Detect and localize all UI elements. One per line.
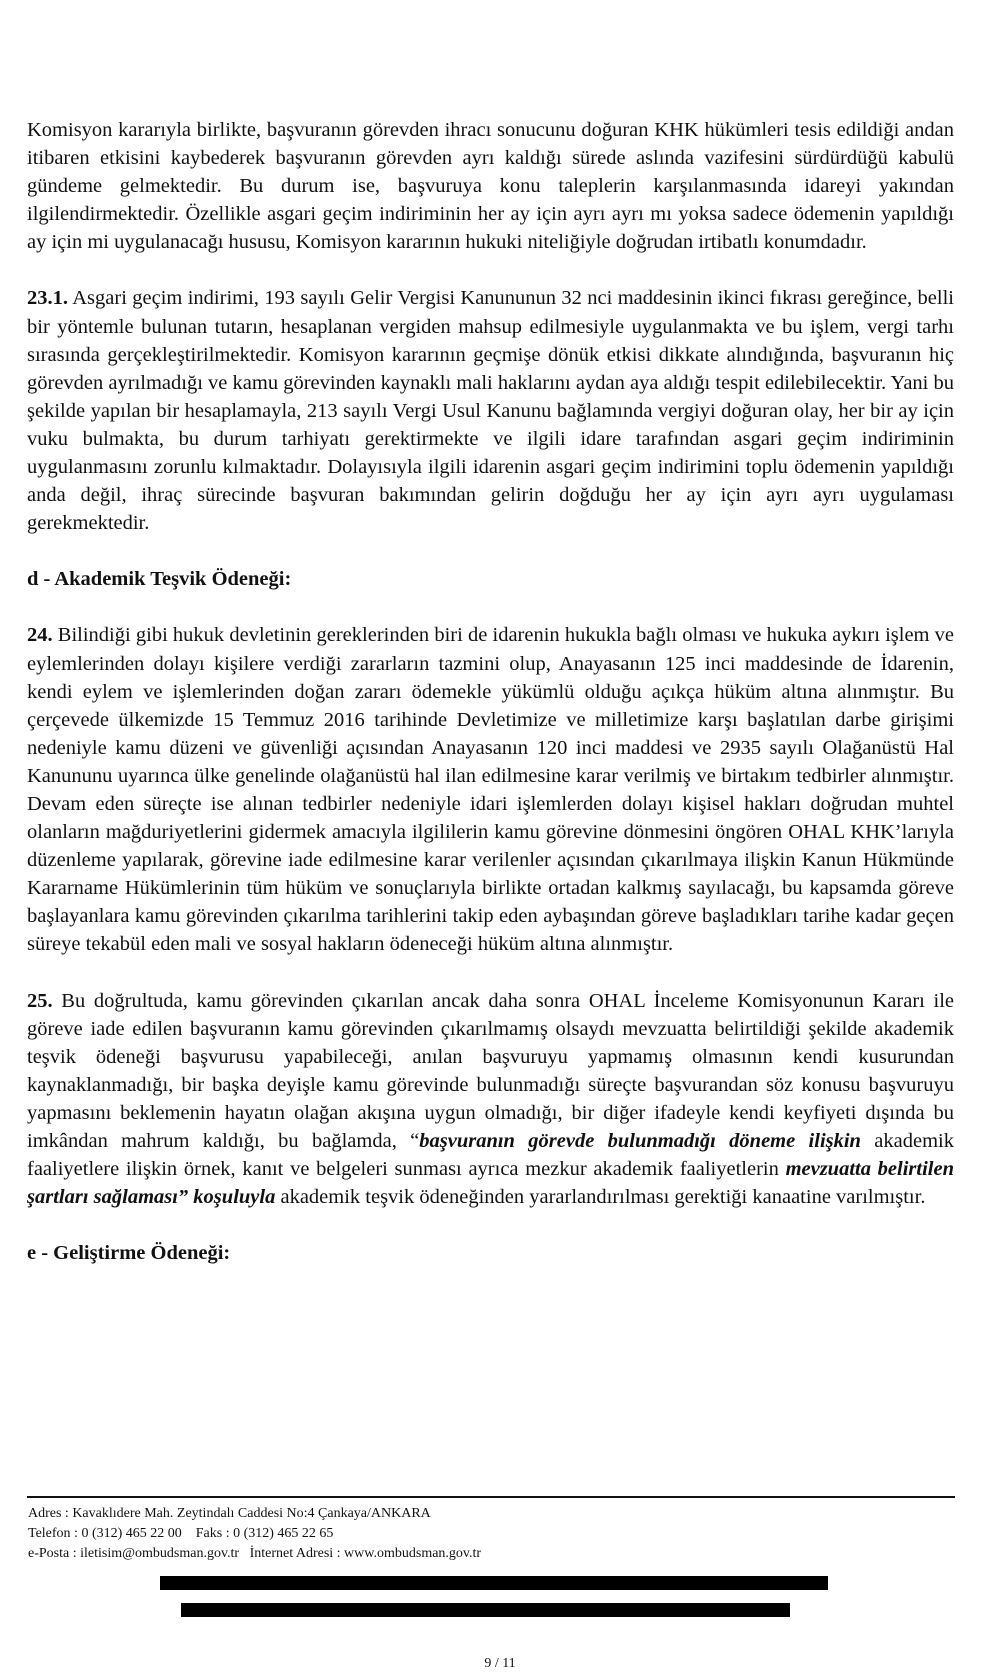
paragraph-25 xyxy=(27,987,954,1212)
footer xyxy=(28,1504,481,1564)
footer-phone: Telefon : 0 (312) 465 22 00 Faks : 0 (312) 465 22 65 xyxy=(28,1526,334,1541)
section-heading-d: d - Akademik Teşvik Ödeneği: xyxy=(27,568,292,591)
footer-divider xyxy=(27,1496,955,1498)
paragraph-24 xyxy=(27,621,954,958)
emphasis-text: başvuranın görevde bulunmadığı döneme ilişkin xyxy=(419,1130,861,1152)
footer-address: Adres : Kavaklıdere Mah. Zeytindalı Caddesi No:4 Çankaya/ANKARA xyxy=(28,1506,431,1521)
paragraph-text: Bu doğrultuda, kamu görevinden çıkarılan ancak daha sonra OHAL İnceleme Komisyonunun Kararı ile göreve iade edilen başvuranın kamu görevinden çıkarılmamış olsaydı mevzuatta belirtildiği şekilde akademik teşvik ödeneği başvurusu yapabileceği, anılan başvuruyu yapmamış olmasının kendi kusurundan kaynaklanmadığı, bir başka deyişle kamu görevinde bulunmadığı süreçte başvurandan söz konusu başvuruyu yapmasını beklemenin hayatın olağan akışına uygun olmadığı, bir diğer ifadeyle kendi keyfiyeti dışında bu imkândan mahrum kaldığı, bu bağlamda, “ xyxy=(27,989,955,1152)
paragraph-number: 24. xyxy=(27,624,53,647)
emphasis-text: mevzuatta belirtilen şartları sağlaması” koşuluyla xyxy=(27,1158,954,1209)
document-body xyxy=(27,116,954,1267)
paragraph-number: 23.1. xyxy=(27,287,68,310)
page-number: 9 / 11 xyxy=(484,1656,516,1671)
paragraph-number: 25. xyxy=(27,989,53,1012)
paragraph-text: akademik teşvik ödeneğinden yararlandırılması gerektiği kanaatine varılmıştır. xyxy=(275,1186,926,1209)
paragraph-text: Asgari geçim indirimi, 193 sayılı Gelir Vergisi Kanununun 32 nci maddesinin ikinci fıkrası gereğince, belli bir yöntemle bulunan tutarın, hesaplanan vergiden mahsup edilmesiyle uygulanmakta ve bu işlem, vergi tarhı sırasında gerçekleştirilmektedir. Komisyon kararının geçmişe dönük etkisi dikkate alındığında, başvuranın hiç görevden ayrılmadığı ve kamu görevinden kaynaklı mali haklarını aydan aya aldığı tespit edilebilecektir. Yani bu şekilde yapılan bir hesaplamayla, 213 sayılı Vergi Usul Kanunu bağlamında vergiyi doğuran olay, her bir ay için vuku bulmakta, bu durum tarhiyatı gerektirmekte ve ilgili idare tarafından asgari geçim indiriminin uygulanmasını zorunlu kılmaktadır. Dolayısıyla ilgili idarenin asgari geçim indirimini toplu ödemenin yapıldığı anda değil, ihraç sürecinde başvuran bakımından gelirin doğduğu her ay için ayrı ayrı uygulaması gerekmektedir. xyxy=(27,287,954,535)
redaction-bar xyxy=(181,1603,790,1617)
footer-contact: e-Posta : iletisim@ombudsman.gov.tr İnternet Adresi : www.ombudsman.gov.tr xyxy=(28,1546,482,1561)
intro-paragraph: Komisyon kararıyla birlikte, başvuranın görevden ihracı sonucunu doğuran KHK hükümleri tesis edildiği andan itibaren etkisini kaybederek başvuranın görevden ayrı kaldığı sürede aslında vazifesini sürdürdüğü kabulü gündeme gelmektedir. Bu durum ise, başvuruya konu taleplerin karşılanmasında idareyi yakından ilgilendirmektedir. Özellikle asgari geçim indiriminin her ay için ayrı ayrı mı yoksa sadece ödemenin yapıldığı ay için mi uygulanacağı hususu, Komisyon kararının hukuki niteliğiyle doğrudan irtibatlı konumdadır. xyxy=(27,119,954,254)
paragraph-text: Bilindiği gibi hukuk devletinin gereklerinden biri de idarenin hukukla bağlı olması ve hukuka aykırı işlem ve eylemlerinden dolayı kişilere verdiği zararların tazmini olup, Anayasanın 125 inci maddesinde de İdarenin, kendi eylem ve işlemlerinden doğan zararı ödemekle yükümlü olduğu açıkça hüküm altına alınmıştır. Bu çerçevede ülkemizde 15 Temmuz 2016 tarihinde Devletimize ve milletimize karşı başlatılan darbe girişimi nedeniyle kamu düzeni ve güvenliği açısından Anayasanın 120 inci maddesi ve 2935 sayılı Olağanüstü Hal Kanununu uyarınca ülke genelinde olağanüstü hal ilan edilmesine karar verilmiş ve birtakım tedbirler alınmıştır. Devam eden süreçte ise alınan tedbirler nedeniyle idari işlemlerden dolayı kişisel hakları doğrudan muhtel olanların mağduriyetlerini gidermek amacıyla ilgililerin kamu görevine dönmesini öngören OHAL KHK’larıyla düzenleme yapılarak, görevine iade edilmesine karar verilenler açısından çıkarılmaya ilişkin Kanun Hükmünde Kararname Hükümlerinin tüm hüküm ve sonuçlarıyla birlikte ortadan kalkmış sayılacağı, bu kapsamda göreve başlayanlara kamu görevinden çıkarılma tarihlerini takip eden aybaşından göreve başladıkları tarihe kadar geçen süreye tekabül eden mali ve sosyal hakların ödeneceği hüküm altına alınmıştır. xyxy=(27,624,954,956)
redaction-bar xyxy=(160,1576,828,1590)
section-heading-e: e - Geliştirme Ödeneği: xyxy=(27,1242,231,1265)
paragraph-text: akademik faaliyetlere ilişkin örnek, kanıt ve belgeleri sunması ayrıca mezkur akademik faaliyetlerin xyxy=(27,1130,954,1181)
paragraph-23-1 xyxy=(27,284,954,537)
